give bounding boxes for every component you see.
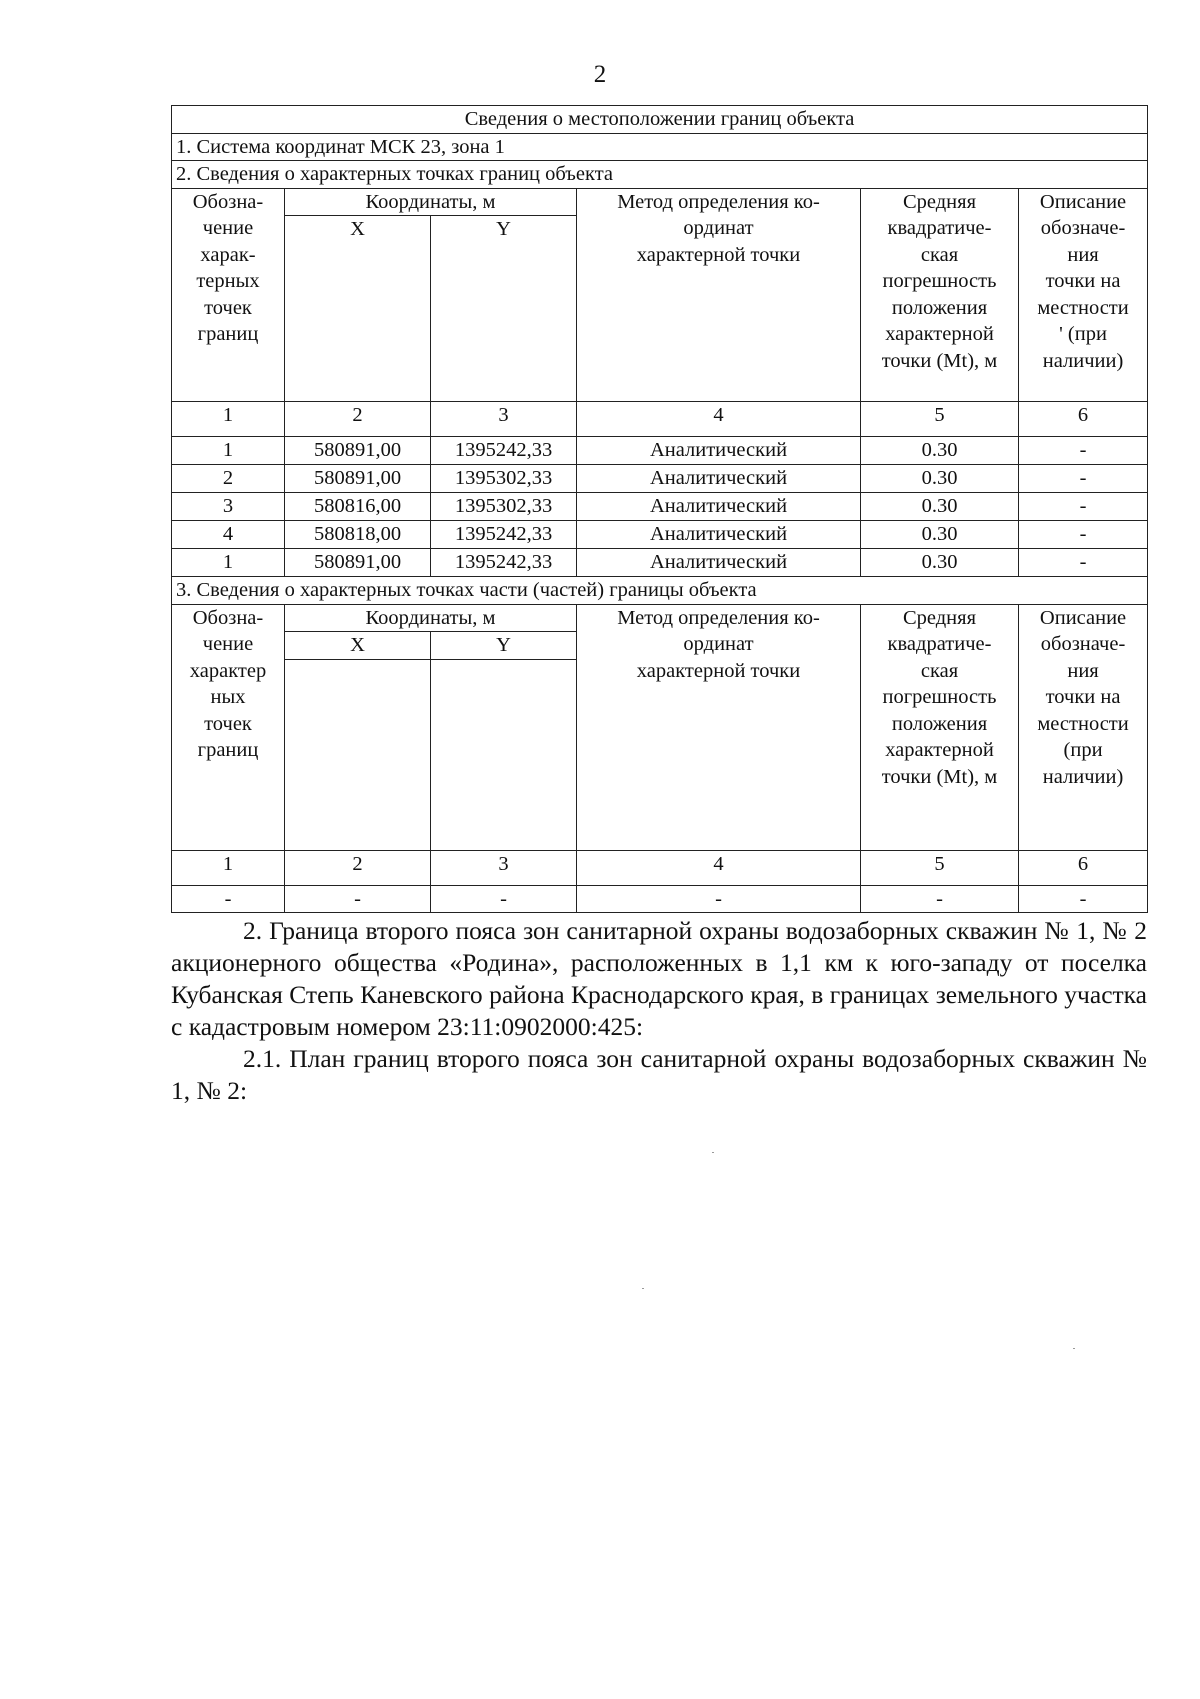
header-coordinates: Координаты, м <box>285 604 577 632</box>
description: - <box>1019 549 1148 577</box>
scan-speck <box>642 1288 644 1289</box>
description: - <box>1019 521 1148 549</box>
section-title-part-points: 3. Сведения о характерных точках части (частей) границы объекта <box>172 577 1148 605</box>
table-row <box>172 885 1148 913</box>
boundary-table <box>171 105 1148 913</box>
method: Аналитический <box>577 465 861 493</box>
table-row <box>172 437 1148 465</box>
column-number: 6 <box>1019 850 1148 885</box>
coord-x: 580818,00 <box>285 521 431 549</box>
header-error: Средняя квадратиче- ская погрешность положения характерной точки (Mt), м <box>861 188 1019 402</box>
coord-y: 1395242,33 <box>431 521 577 549</box>
error: 0.30 <box>861 437 1019 465</box>
table-row <box>172 465 1148 493</box>
empty-value: - <box>285 885 431 913</box>
column-number: 2 <box>285 850 431 885</box>
description: - <box>1019 437 1148 465</box>
header-x: X <box>285 632 431 660</box>
header-error: Средняя квадратиче- ская погрешность положения характерной точки (Mt), м <box>861 604 1019 850</box>
coord-x: 580891,00 <box>285 437 431 465</box>
header-y: Y <box>431 216 577 402</box>
empty-value: - <box>1019 885 1148 913</box>
empty-value: - <box>172 885 285 913</box>
header-method: Метод определения ко- ординат характерной точки <box>577 604 861 850</box>
column-number: 4 <box>577 402 861 437</box>
scan-speck <box>712 1152 714 1153</box>
error: 0.30 <box>861 521 1019 549</box>
empty-value: - <box>577 885 861 913</box>
empty-value: - <box>861 885 1019 913</box>
table-row <box>172 493 1148 521</box>
point-id: 1 <box>172 549 285 577</box>
section-row <box>172 133 1148 161</box>
table-caption: Сведения о местоположении границ объекта <box>172 106 1148 134</box>
table-caption-row <box>172 106 1148 134</box>
column-number: 5 <box>861 402 1019 437</box>
column-number: 4 <box>577 850 861 885</box>
coord-x: 580816,00 <box>285 493 431 521</box>
error: 0.30 <box>861 465 1019 493</box>
header-x: X <box>285 216 431 402</box>
method: Аналитический <box>577 549 861 577</box>
column-number: 2 <box>285 402 431 437</box>
coord-y: 1395302,33 <box>431 465 577 493</box>
column-number: 6 <box>1019 402 1148 437</box>
table-row <box>172 549 1148 577</box>
column-number: 3 <box>431 850 577 885</box>
coordinate-system: 1. Система координат МСК 23, зона 1 <box>172 133 1148 161</box>
column-number-row <box>172 850 1148 885</box>
page-number: 2 <box>593 61 607 88</box>
error: 0.30 <box>861 549 1019 577</box>
paragraph-plan-heading: 2.1. План границ второго пояса зон санитарной охраны водозаборных скважин № 1, № 2: <box>171 1044 1147 1105</box>
point-id: 2 <box>172 465 285 493</box>
header-row <box>172 604 1148 632</box>
method: Аналитический <box>577 493 861 521</box>
header-description: Описание обозначе- ния точки на местности (при наличии) <box>1019 604 1148 850</box>
coord-x: 580891,00 <box>285 465 431 493</box>
header-point-designation: Обозна- чение харак- терных точек границ <box>172 188 285 402</box>
header-coordinates: Координаты, м <box>285 188 577 216</box>
coord-x: 580891,00 <box>285 549 431 577</box>
header-point-designation: Обозна- чение характер ных точек границ <box>172 604 285 850</box>
method: Аналитический <box>577 437 861 465</box>
header-method: Метод определения ко- ординат характерной точки <box>577 188 861 402</box>
column-number: 5 <box>861 850 1019 885</box>
description: - <box>1019 493 1148 521</box>
table-row <box>172 521 1148 549</box>
description: - <box>1019 465 1148 493</box>
header-y: Y <box>431 632 577 660</box>
point-id: 3 <box>172 493 285 521</box>
method: Аналитический <box>577 521 861 549</box>
column-number: 1 <box>172 402 285 437</box>
header-row <box>172 188 1148 216</box>
scan-speck <box>1073 1348 1075 1349</box>
paragraph-zone-boundary: 2. Граница второго пояса зон санитарной охраны водозаборных скважин № 1, № 2 акционерного общества «Родина», расположенных в 1,1 км к юго-западу от поселка Кубанская Степь Каневского района Краснодарского края, в границах земельного участка с кадастровым номером 23:11:0902000:425: <box>171 916 1147 1041</box>
header-description: Описание обозначе- ния точки на местности ' (при наличии) <box>1019 188 1148 402</box>
coord-y: 1395242,33 <box>431 437 577 465</box>
empty-cell <box>285 659 431 850</box>
section-row <box>172 577 1148 605</box>
section-title-points: 2. Сведения о характерных точках границ объекта <box>172 161 1148 189</box>
section-row <box>172 161 1148 189</box>
point-id: 1 <box>172 437 285 465</box>
coord-y: 1395302,33 <box>431 493 577 521</box>
empty-cell <box>431 659 577 850</box>
error: 0.30 <box>861 493 1019 521</box>
column-number-row <box>172 402 1148 437</box>
column-number: 1 <box>172 850 285 885</box>
column-number: 3 <box>431 402 577 437</box>
point-id: 4 <box>172 521 285 549</box>
coord-y: 1395242,33 <box>431 549 577 577</box>
empty-value: - <box>431 885 577 913</box>
